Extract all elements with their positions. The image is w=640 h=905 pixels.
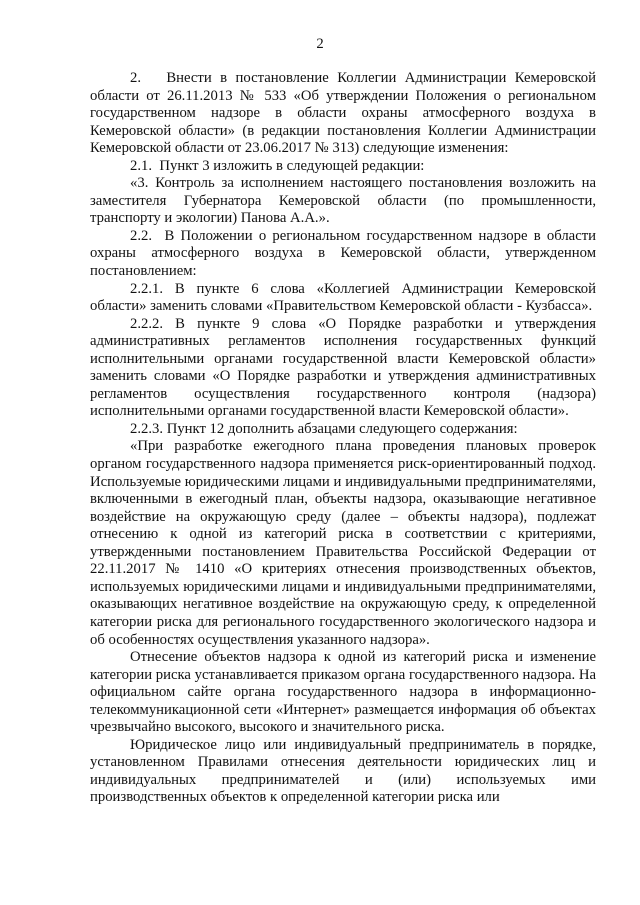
- paragraph-risk-approach: «При разработке ежегодного плана проведения плановых проверок органом государственного надзора применяется риск-ориентированный подход. Используемые юридическими лицами и индивидуальными предпринимателями, включенными в ежегодный план, объекты надзора, оказывающие негативное воздействие на окружающую среду (далее – объекты надзора), подлежат отнесению к одной из категорий риска в соответствии с критериями, утвержденными постановлением Правительства Российской Федерации от 22.11.2017 № 1410 «О критериях отнесения производственных объектов, используемых юридическими лицами и индивидуальными предпринимателями, оказывающих негативное воздействие на окружающую среду, к определенной категории риска для регионального государственного экологического надзора и об особенностях осуществления указанного надзора».: [90, 438, 596, 648]
- paragraph-risk-category-assignment: Отнесение объектов надзора к одной из категорий риска и изменение категории риска устанавливается приказом органа государственного надзора. На официальном сайте органа государственного надзора в информационно-телекоммуникационной сети «Интернет» размещается информация об объектах чрезвычайно высокого, высокого и значительного риска.: [90, 649, 596, 736]
- paragraph-item-2-2-3: 2.2.3. Пункт 12 дополнить абзацами следующего содержания:: [130, 420, 518, 437]
- paragraph-quoted-point-3: «3. Контроль за исполнением настоящего постановления возложить на заместителя Губернатора Кемеровской области (по промышленности, транспорту и экологии) Панова А.А.».: [90, 175, 596, 227]
- paragraph-item-2-2-2: 2.2.2. В пункте 9 слова «О Порядке разработки и утверждения административных регламентов исполнения государственных функций исполнительными органами государственной власти Кемеровской области» заменить словами «О Порядке разработки и утверждения административных регламентов осуществления государственного контроля (надзора) исполнительными органами государственной власти Кемеровской области».: [90, 315, 596, 420]
- paragraph-legal-entity: Юридическое лицо или индивидуальный предприниматель в порядке, установленном Правилами отнесения деятельности юридических лиц и индивидуальных предпринимателей и (или) используемых ими производственных объектов к определенной категории риска или: [90, 736, 596, 806]
- document-body: [90, 70, 596, 807]
- paragraph-item-2: 2. Внести в постановление Коллегии Администрации Кемеровской области от 26.11.2013 № 533 «Об утверждении Положения о региональном государственном надзоре в области охраны атмосферного воздуха в Кемеровской области» (в редакции постановления Коллегии Администрации Кемеровской области от 23.06.2017 № 313) следующие изменения:: [90, 70, 596, 157]
- page-number: 2: [316, 36, 324, 52]
- paragraph-item-2-2: 2.2. В Положении о региональном государственном надзоре в области охраны атмосферного воздуха в Кемеровской области, утвержденном постановлением:: [90, 227, 596, 280]
- paragraph-item-2-2-1: 2.2.1. В пункте 6 слова «Коллегией Администрации Кемеровской области» заменить словами «Правительством Кемеровской области - Кузбасса».: [90, 280, 596, 315]
- paragraph-item-2-1: 2.1. Пункт 3 изложить в следующей редакции:: [130, 157, 425, 174]
